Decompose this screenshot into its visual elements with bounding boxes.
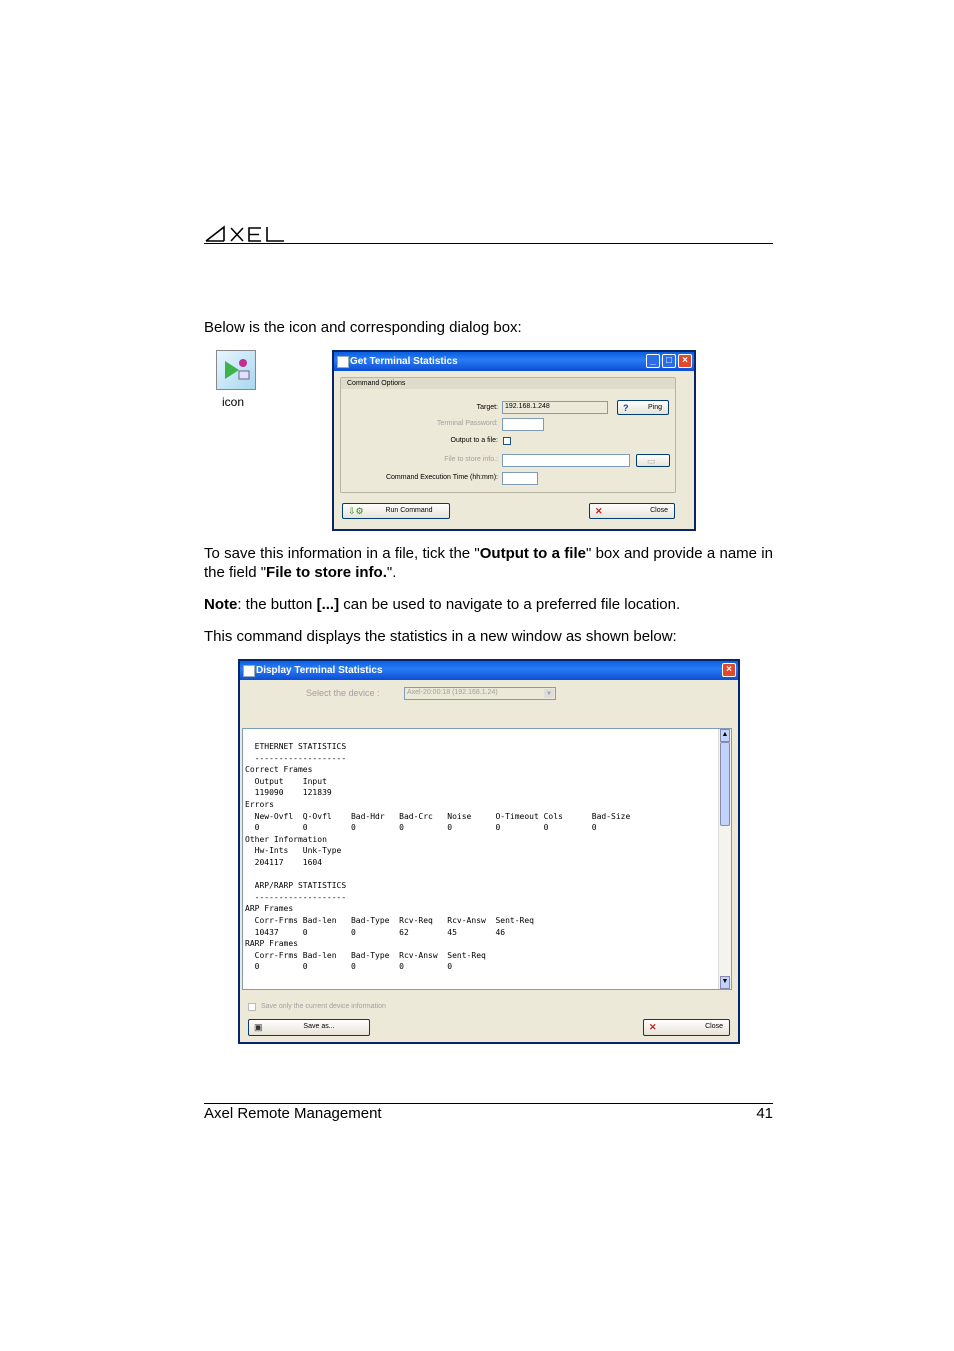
scroll-down-icon[interactable]: ▼ bbox=[720, 976, 730, 989]
time-label: Command Execution Time (hh:mm): bbox=[385, 474, 498, 481]
page-number: 41 bbox=[756, 1105, 773, 1122]
group-title: Command Options bbox=[341, 378, 675, 389]
terminal-statistics-icon bbox=[216, 350, 256, 390]
statistics-line: RARP Frames bbox=[245, 939, 298, 949]
statistics-line: ETHERNET STATISTICS bbox=[245, 742, 347, 751]
floppy-disk-icon: ▣ bbox=[254, 1022, 263, 1032]
close-button[interactable]: ✕ Close bbox=[589, 503, 675, 519]
scroll-thumb[interactable] bbox=[720, 742, 730, 826]
statistics-line: 10437 0 0 62 45 46 bbox=[245, 927, 506, 937]
app-icon bbox=[337, 356, 349, 368]
close-button[interactable]: ✕ Close bbox=[643, 1019, 730, 1036]
close-x-icon: ✕ bbox=[649, 1022, 657, 1032]
folder-icon: ▭ bbox=[647, 456, 656, 466]
close-icon[interactable]: × bbox=[722, 663, 736, 677]
statistics-line: 119090 121839 bbox=[245, 788, 332, 798]
app-icon bbox=[243, 665, 255, 677]
maximize-icon[interactable]: □ bbox=[662, 354, 676, 368]
select-device-label: Select the device : bbox=[306, 688, 380, 698]
vertical-scrollbar[interactable] bbox=[718, 729, 731, 989]
password-field[interactable] bbox=[502, 418, 544, 431]
footer-rule bbox=[204, 1103, 773, 1104]
statistics-text-area[interactable] bbox=[242, 728, 732, 990]
minimize-icon[interactable]: _ bbox=[646, 354, 660, 368]
scroll-up-icon[interactable]: ▲ bbox=[720, 729, 730, 742]
ping-button[interactable]: ? Ping bbox=[617, 400, 669, 415]
statistics-line: 0 0 0 0 0 bbox=[245, 962, 453, 972]
save-as-button[interactable]: ▣ Save as... bbox=[248, 1019, 370, 1036]
statistics-line: Corr-Frms Bad-len Bad-Type Rcv-Answ Sent-Req bbox=[245, 950, 486, 960]
help-icon: ? bbox=[623, 403, 629, 413]
dialog-title: Get Terminal Statistics bbox=[350, 356, 458, 367]
statistics-line: ARP Frames bbox=[245, 904, 294, 914]
statistics-line: Corr-Frms Bad-len Bad-Type Rcv-Req Rcv-Answ Sent-Req bbox=[245, 916, 534, 925]
statistics-line: ------------------- bbox=[245, 892, 347, 902]
password-label: Terminal Password: bbox=[436, 420, 498, 427]
target-field[interactable]: 192.168.1.248 bbox=[502, 401, 608, 414]
statistics-line: New-Ovfl Q-Ovfl Bad-Hdr Bad-Crc Noise O-Timeout Cols Bad-Size bbox=[245, 811, 631, 821]
save-only-checkbox[interactable] bbox=[248, 1003, 256, 1011]
close-x-icon: ✕ bbox=[595, 506, 603, 516]
statistics-line: ------------------- bbox=[245, 753, 347, 763]
output-label: Output to a file: bbox=[450, 437, 498, 444]
dialog2-title: Display Terminal Statistics bbox=[256, 665, 383, 676]
run-icon: ⇩⚙ bbox=[348, 506, 364, 516]
file-label: File to store info.: bbox=[444, 456, 498, 463]
para-note: Note: the button [...] can be used to navigate to a preferred file location. bbox=[204, 596, 681, 613]
dialog2-title-bar bbox=[240, 661, 738, 680]
display-terminal-statistics-dialog bbox=[238, 659, 740, 1044]
para-display: This command displays the statistics in a new window as shown below: bbox=[204, 628, 677, 645]
dialog-title-bar bbox=[334, 352, 694, 371]
output-to-file-checkbox[interactable] bbox=[503, 437, 511, 445]
browse-button[interactable] bbox=[636, 454, 670, 467]
close-icon[interactable]: × bbox=[678, 354, 692, 368]
time-field[interactable] bbox=[502, 472, 538, 485]
footer-title: Axel Remote Management bbox=[204, 1105, 382, 1122]
target-label: Target: bbox=[476, 404, 498, 411]
save-only-label: Save only the current device information bbox=[261, 1003, 386, 1010]
statistics-line: Correct Frames bbox=[245, 765, 313, 775]
statistics-line: Other Information bbox=[245, 834, 327, 844]
file-field[interactable] bbox=[502, 454, 630, 467]
statistics-line: Hw-Ints Unk-Type bbox=[245, 846, 342, 856]
run-command-button[interactable]: ⇩⚙ Run Command bbox=[342, 503, 450, 519]
statistics-line: Output Input bbox=[245, 776, 327, 786]
header-rule bbox=[204, 243, 773, 244]
chevron-down-icon: ▼ bbox=[544, 689, 554, 698]
axel-logo bbox=[204, 222, 294, 244]
get-terminal-statistics-dialog bbox=[332, 350, 696, 531]
statistics-line: 0 0 0 0 0 0 0 0 bbox=[245, 823, 597, 833]
statistics-line: ARP/RARP STATISTICS bbox=[245, 881, 347, 891]
icon-caption: icon bbox=[222, 395, 245, 409]
device-select[interactable]: Axel-20:00:18 (192.168.1.24) ▼ bbox=[404, 687, 556, 700]
statistics-line: 204117 1604 bbox=[245, 858, 323, 867]
statistics-line: Errors bbox=[245, 800, 274, 809]
para-save-info: To save this information in a file, tick the "Output to a file" box and provide a name in the field "File to store info.". bbox=[204, 545, 773, 581]
intro-text: Below is the icon and corresponding dialog box: bbox=[204, 319, 522, 336]
